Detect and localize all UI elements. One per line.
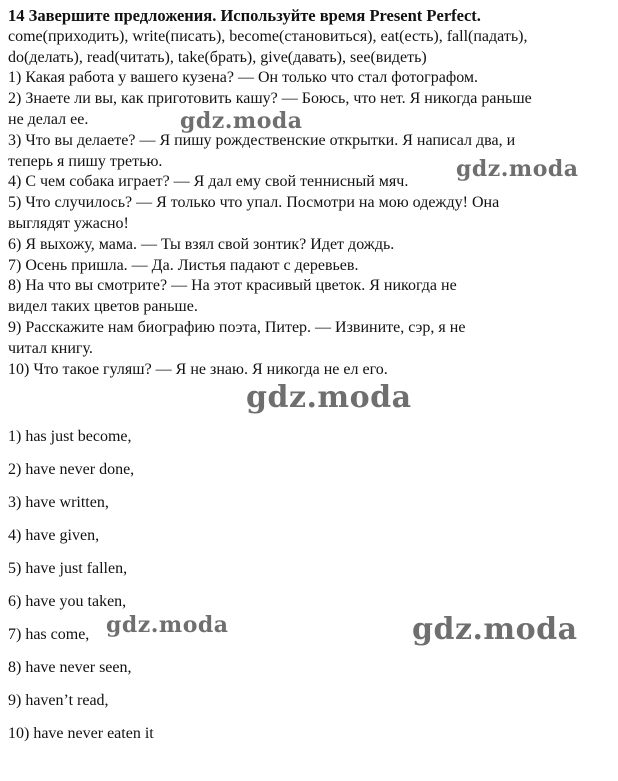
question-2 [8, 89, 610, 131]
question-10 [8, 360, 610, 381]
watermark-logo: gdz.moda [456, 156, 579, 182]
question-9 [8, 318, 610, 360]
question-7-line-1: 7) Осень пришла. — Да. Листья падают с деревьев. [8, 256, 359, 274]
answer-3: 3) have written, [8, 494, 109, 511]
question-8-line-1: 8) На что вы смотрите? — На этот красивый цветок. Я никогда не [8, 277, 457, 295]
answer-1: 1) has just become, [8, 428, 132, 445]
question-9-line-2: читал книгу. [8, 339, 93, 357]
answer-10: 10) have never eaten it [8, 725, 154, 742]
question-8 [8, 276, 610, 318]
answer-4: 4) have given, [8, 527, 100, 544]
question-1 [8, 68, 610, 89]
watermark-logo: gdz.moda [412, 612, 578, 647]
verb-list-line-1: come(приходить), write(писать), become(становиться), eat(есть), fall(падать), [8, 27, 528, 45]
question-2-line-1: 2) Знаете ли вы, как приготовить кашу? — Боюсь, что нет. Я никогда раньше [8, 90, 532, 108]
question-5-line-2: выглядят ужасно! [8, 214, 129, 232]
exercise-title: 14 Завершите предложения. Используйте время Present Perfect. [8, 6, 481, 25]
question-5 [8, 193, 610, 235]
question-3-line-1: 3) Что вы делаете? — Я пишу рождественские открытки. Я написал два, и [8, 131, 516, 149]
question-6 [8, 235, 610, 256]
answer-9: 9) haven’t read, [8, 692, 109, 709]
question-9-line-1: 9) Расскажите нам биографию поэта, Питер. — Извините, сэр, я не [8, 318, 466, 336]
answer-2: 2) have never done, [8, 461, 135, 478]
question-6-line-1: 6) Я выхожу, мама. — Ты взял свой зонтик? Идет дождь. [8, 235, 395, 253]
answer-5: 5) have just fallen, [8, 560, 128, 577]
question-7 [8, 256, 610, 277]
answer-6: 6) have you taken, [8, 593, 127, 610]
question-8-line-2: видел таких цветов раньше. [8, 298, 198, 316]
exercise-block [8, 6, 610, 380]
question-10-line-1: 10) Что такое гуляш? — Я не знаю. Я никогда не ел его. [8, 360, 388, 378]
question-3-line-2: теперь я пишу третью. [8, 152, 163, 170]
question-5-line-1: 5) Что случилось? — Я только что упал. Посмотри на мою одежду! Она [8, 194, 500, 212]
question-4-line-1: 4) С чем собака играет? — Я дал ему свой теннисный мяч. [8, 173, 409, 191]
watermark-logo: gdz.moda [180, 108, 303, 134]
answer-7: 7) has come, [8, 626, 90, 643]
watermark-logo: gdz.moda [246, 380, 412, 415]
answers-list [8, 427, 608, 757]
question-2-line-2: не делал ее. [8, 110, 89, 128]
answer-8: 8) have never seen, [8, 659, 132, 676]
verb-list-line-2: do(делать), read(читать), take(брать), give(давать), see(видеть) [8, 48, 427, 66]
watermark-logo: gdz.moda [106, 612, 229, 638]
question-1-line-1: 1) Какая работа у вашего кузена? — Он только что стал фотографом. [8, 69, 479, 87]
